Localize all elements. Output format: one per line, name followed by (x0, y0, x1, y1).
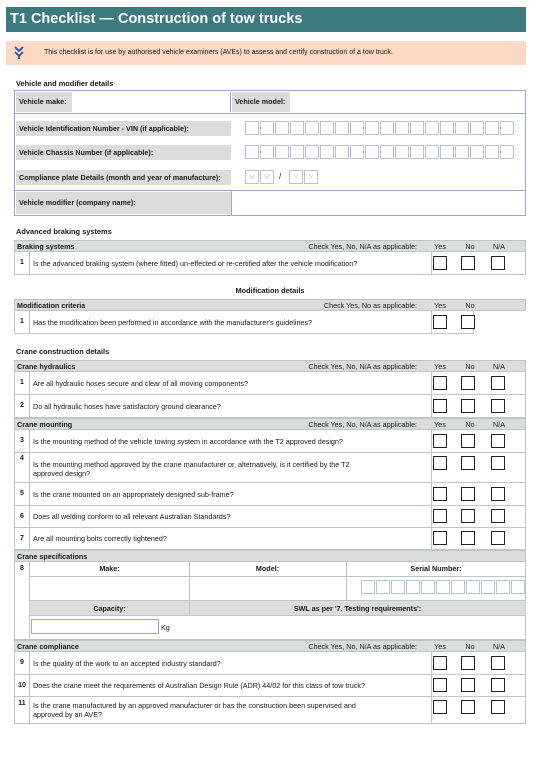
braking-check-label: Check Yes, No, N/A as applicable: (308, 242, 417, 251)
yes-checkbox[interactable] (433, 509, 447, 523)
na-checkbox[interactable] (491, 531, 505, 545)
modification-header (14, 299, 526, 311)
na-checkbox[interactable] (491, 376, 505, 390)
row-number: 1 (15, 252, 30, 274)
specs-header (14, 550, 526, 562)
na-checkbox[interactable] (491, 434, 505, 448)
serial-digit-boxes[interactable] (361, 580, 526, 594)
make-field[interactable] (31, 578, 188, 599)
yes-checkbox[interactable] (433, 434, 447, 448)
row-number: 6 (15, 506, 30, 527)
modification-section-title: Modification details (235, 286, 305, 295)
model-field[interactable] (190, 578, 345, 599)
na-checkbox[interactable] (491, 509, 505, 523)
col-na: N/A (493, 242, 505, 251)
notice-banner (6, 41, 526, 65)
hydraulics-sub-label: Crane hydraulics (17, 362, 76, 371)
vehicle-table (14, 90, 526, 216)
table-row (14, 252, 526, 275)
na-checkbox[interactable] (491, 700, 505, 714)
arrow-down-icon (13, 46, 25, 60)
modifier-field[interactable] (232, 191, 525, 215)
month-boxes[interactable] (245, 170, 275, 184)
row-number: 10 (15, 675, 30, 696)
serial-label: Serial Number: (410, 564, 462, 573)
notice-text: This checklist is for use by authorised vehicle examiners (AVEs) to assess and certify construction of a tow truck. (44, 49, 393, 56)
question-text: Is the mounting method of the vehicle towing system in accordance with the T2 approved design? (33, 437, 343, 446)
na-checkbox[interactable] (491, 678, 505, 692)
na-checkbox[interactable] (491, 656, 505, 670)
hydraulics-header (14, 360, 526, 372)
col-no: No (465, 642, 475, 651)
month-digit[interactable]: M (260, 170, 274, 184)
col-no: No (465, 420, 475, 429)
row-number: 7 (15, 528, 30, 549)
table-row (14, 528, 526, 550)
page-title: T1 Checklist — Construction of tow trucks (6, 7, 526, 32)
row-number: 5 (15, 483, 30, 505)
col-yes: Yes (434, 301, 446, 310)
question-text-cont: approved by an AVE? (33, 710, 102, 719)
question-text-cont: approved design? (33, 469, 91, 478)
no-checkbox[interactable] (461, 315, 475, 329)
yes-checkbox[interactable] (433, 399, 447, 413)
capacity-label: Capacity: (93, 604, 126, 613)
col-no: No (465, 242, 475, 251)
row-number: 4 (15, 453, 30, 482)
col-no: No (465, 301, 475, 310)
year-digit[interactable]: Y (304, 170, 318, 184)
swl-label: SWL as per '7. Testing requirements': (293, 604, 422, 613)
table-row (14, 430, 526, 453)
modifier-label: Vehicle modifier (company name): (16, 192, 231, 214)
mounting-header (14, 418, 526, 430)
row-number: 1 (15, 311, 30, 333)
question-text: Is the advanced braking system (where fitted) un-effected or re-certified after the vehicle modification? (33, 259, 358, 268)
question-text: Does all welding conform to all relevant Australian Standards? (33, 512, 231, 521)
vehicle-model-label: Vehicle model: (232, 92, 290, 112)
compliance-header (14, 640, 526, 652)
yes-checkbox[interactable] (433, 487, 447, 501)
table-row (14, 652, 526, 675)
yes-checkbox[interactable] (433, 700, 447, 714)
no-checkbox[interactable] (461, 456, 475, 470)
modification-check-label: Check Yes, No as applicable: (323, 301, 417, 310)
table-row (14, 395, 526, 418)
no-checkbox[interactable] (461, 376, 475, 390)
na-checkbox[interactable] (491, 256, 505, 270)
row-number: 1 (15, 372, 30, 394)
yes-checkbox[interactable] (433, 656, 447, 670)
question-text: Is the quality of the work to an accepted industry standard? (33, 659, 221, 668)
year-digit[interactable]: Y (289, 170, 303, 184)
vehicle-model-field[interactable] (291, 92, 525, 112)
col-na: N/A (493, 362, 505, 371)
month-digit[interactable]: M (245, 170, 259, 184)
no-checkbox[interactable] (461, 399, 475, 413)
braking-section-title: Advanced braking systems (16, 227, 112, 236)
date-slash: / (279, 172, 282, 181)
no-checkbox[interactable] (461, 509, 475, 523)
na-checkbox[interactable] (491, 456, 505, 470)
no-checkbox[interactable] (461, 700, 475, 714)
question-text: Is the mounting method approved by the crane manufacturer or, alternatively, is it certified by the T2 (33, 460, 350, 469)
col-yes: Yes (434, 242, 446, 251)
col-yes: Yes (434, 642, 446, 651)
row-number: 2 (15, 395, 30, 417)
capacity-field[interactable] (31, 619, 159, 634)
col-yes: Yes (434, 420, 446, 429)
table-row (14, 697, 526, 724)
question-text: Are all hydraulic hoses secure and clear of all moving components? (33, 379, 248, 388)
table-row (14, 372, 526, 395)
capacity-unit: Kg (161, 623, 170, 632)
no-checkbox[interactable] (461, 487, 475, 501)
yes-checkbox[interactable] (433, 376, 447, 390)
modification-sub-label: Modification criteria (17, 301, 86, 310)
col-no: No (465, 362, 475, 371)
specs-table (14, 562, 526, 640)
question-text: Is the crane manufactured by an approved manufacturer or has the construction been supervised and (33, 701, 356, 710)
year-boxes[interactable] (289, 170, 319, 184)
hydraulics-check-label: Check Yes, No, N/A as applicable: (308, 362, 417, 371)
table-row (14, 483, 526, 506)
yes-checkbox[interactable] (433, 678, 447, 692)
no-checkbox[interactable] (461, 434, 475, 448)
table-row (14, 506, 526, 528)
model-label: Model: (255, 564, 280, 573)
question-text: Is the crane mounted on an appropriately designed sub-frame? (33, 490, 234, 499)
no-checkbox[interactable] (461, 656, 475, 670)
no-checkbox[interactable] (461, 256, 475, 270)
row-number: 8 (15, 562, 30, 639)
table-row (14, 311, 474, 334)
compliance-sub-label: Crane compliance (17, 642, 79, 651)
braking-header (14, 240, 526, 252)
yes-checkbox[interactable] (433, 315, 447, 329)
question-text: Does the crane meet the requirements of Australian Design Rule (ADR) 44/02 for this class of tow truck? (33, 681, 365, 690)
question-text: Are all mounting bolts correctly tightened? (33, 534, 167, 543)
specs-sub-label: Crane specifications (17, 552, 88, 561)
col-na: N/A (493, 642, 505, 651)
no-checkbox[interactable] (461, 531, 475, 545)
vin-digit-boxes[interactable] (245, 121, 515, 135)
row-number: 3 (15, 430, 30, 452)
col-na: N/A (493, 420, 505, 429)
compliance-check-label: Check Yes, No, N/A as applicable: (308, 642, 417, 651)
yes-checkbox[interactable] (433, 456, 447, 470)
yes-checkbox[interactable] (433, 256, 447, 270)
vehicle-make-field[interactable] (73, 92, 231, 112)
make-label: Make: (99, 564, 120, 573)
row-number: 11 (15, 697, 30, 723)
table-row (14, 453, 526, 483)
question-text: Do all hydraulic hoses have satisfactory ground clearance? (33, 402, 221, 411)
row-number: 9 (15, 652, 30, 674)
braking-sub-label: Braking systems (17, 242, 75, 251)
vehicle-section-title: Vehicle and modifier details (16, 79, 114, 88)
mounting-check-label: Check Yes, No, N/A as applicable: (308, 420, 417, 429)
chassis-digit-boxes[interactable] (245, 145, 515, 159)
mounting-sub-label: Crane mounting (17, 420, 73, 429)
table-row (14, 675, 526, 697)
col-yes: Yes (434, 362, 446, 371)
crane-section-title: Crane construction details (16, 347, 110, 356)
compliance-plate-label: Compliance plate Details (month and year of manufacture): (16, 170, 231, 185)
na-checkbox[interactable] (491, 487, 505, 501)
chassis-label: Vehicle Chassis Number (if applicable): (16, 145, 231, 160)
na-checkbox[interactable] (491, 399, 505, 413)
yes-checkbox[interactable] (433, 531, 447, 545)
no-checkbox[interactable] (461, 678, 475, 692)
question-text: Has the modification been performed in accordance with the manufacturer's guidelines? (33, 318, 313, 327)
vehicle-make-label: Vehicle make: (16, 92, 72, 112)
vin-label: Vehicle Identification Number - VIN (if applicable): (16, 121, 231, 136)
